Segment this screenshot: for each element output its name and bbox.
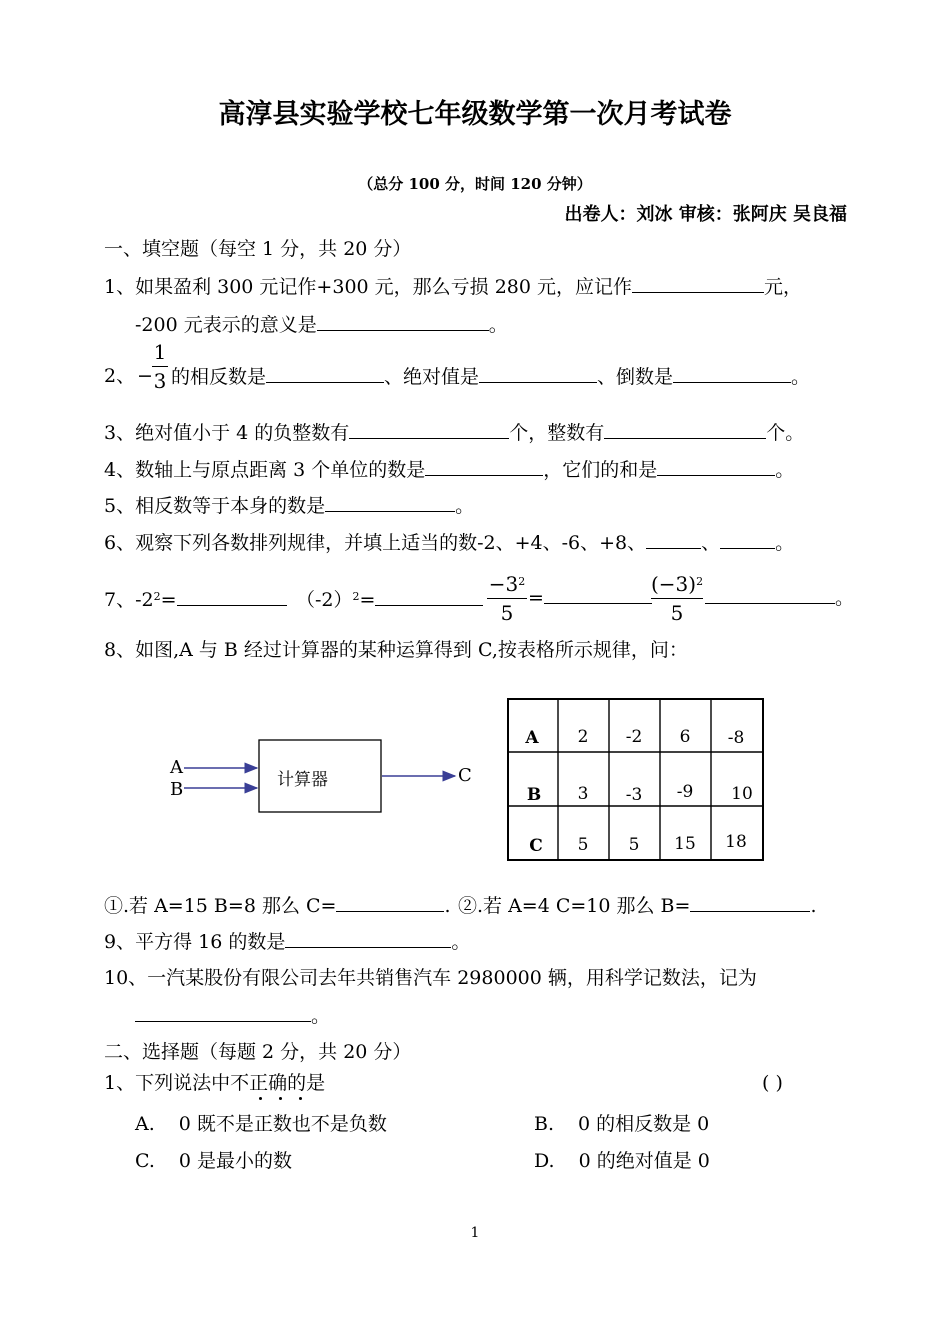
table-cell: 2 bbox=[577, 727, 589, 747]
answer-bracket[interactable]: ( ) bbox=[762, 1072, 783, 1094]
answer-blank[interactable] bbox=[604, 420, 766, 439]
page-number: 1 bbox=[470, 1225, 480, 1241]
table-row-label: C bbox=[529, 836, 543, 856]
question-8: 8、如图,A 与 B 经过计算器的某种运算得到 C,按表格所示规律，问： bbox=[104, 639, 688, 661]
answer-blank[interactable] bbox=[544, 585, 652, 604]
question-7-part2: $(-2)^2=$ bbox=[296, 585, 483, 612]
table-cell: -9 bbox=[676, 782, 694, 802]
option-d[interactable]: D. 0 的绝对值是 0 bbox=[534, 1150, 710, 1172]
answer-blank[interactable] bbox=[657, 457, 775, 476]
answer-blank[interactable] bbox=[177, 587, 287, 606]
question-2: 的相反数是 、绝对值是 、倒数是 。 bbox=[171, 366, 811, 388]
question-5: 5、相反数等于本身的数是 。 bbox=[104, 495, 475, 517]
input-b-label: B bbox=[170, 779, 184, 800]
fraction-neg3sq-over-5: $-3^2$ 5 bbox=[488, 572, 526, 625]
emphasis-dot bbox=[259, 1097, 262, 1100]
question-8-sub2: ②.若 A=4 C=10 那么 B= . bbox=[458, 895, 817, 917]
exam-authors: 出卷人：刘冰 审核：张阿庆 吴良福 bbox=[564, 204, 847, 225]
question-7-part4: 。 bbox=[705, 585, 854, 610]
answer-blank[interactable] bbox=[317, 312, 489, 331]
table-cell: 5 bbox=[577, 835, 589, 855]
answer-blank[interactable] bbox=[720, 530, 775, 549]
table-cell: 6 bbox=[679, 727, 691, 747]
minus-sign: − bbox=[137, 365, 153, 387]
question-7-part3: = bbox=[528, 585, 652, 610]
output-c-label: C bbox=[458, 765, 472, 786]
answer-blank[interactable] bbox=[325, 493, 455, 512]
emphasis-dot bbox=[279, 1097, 282, 1100]
question-3: 3、绝对值小于 4 的负整数有 个，整数有 个。 bbox=[104, 422, 805, 444]
option-c[interactable]: C. 0 是最小的数 bbox=[135, 1150, 293, 1172]
question-1-part2: -200 元表示的意义是 。 bbox=[135, 314, 508, 336]
table-row-label: B bbox=[526, 785, 542, 805]
answer-blank[interactable] bbox=[479, 364, 597, 383]
table-cell: -3 bbox=[625, 785, 643, 805]
answer-blank[interactable] bbox=[349, 420, 509, 439]
answer-blank[interactable] bbox=[336, 893, 444, 912]
question-7-part1: 7、$-2^2=$ bbox=[104, 585, 287, 612]
option-a[interactable]: A. 0 既不是正数也不是负数 bbox=[135, 1113, 387, 1135]
answer-blank[interactable] bbox=[425, 457, 543, 476]
answer-blank[interactable] bbox=[375, 587, 483, 606]
answer-blank[interactable] bbox=[646, 530, 701, 549]
table-cell: 5 bbox=[628, 835, 640, 855]
answer-blank[interactable] bbox=[135, 1003, 311, 1022]
table-cell: 3 bbox=[577, 784, 589, 804]
emphasis-dot bbox=[299, 1097, 302, 1100]
answer-blank[interactable] bbox=[266, 364, 384, 383]
option-b[interactable]: B. 0 的相反数是 0 bbox=[534, 1113, 710, 1135]
table-cell: -2 bbox=[625, 727, 643, 747]
choice-question-1-stem: 1、下列说法中不正确的是 bbox=[104, 1072, 326, 1094]
question-4: 4、数轴上与原点距离 3 个单位的数是 ，它们的和是 。 bbox=[104, 459, 795, 481]
fraction-one-third: 1 3 bbox=[153, 340, 167, 393]
calculator-label: 计算器 bbox=[277, 770, 328, 790]
answer-blank[interactable] bbox=[632, 274, 764, 293]
fraction-paren-neg3sq-over-5: $(-3)^2$ 5 bbox=[651, 572, 704, 625]
question-8-sub1: ①.若 A=15 B=8 那么 C= . bbox=[104, 895, 451, 917]
table-cell: -8 bbox=[727, 728, 745, 748]
table-cell: 10 bbox=[731, 784, 753, 804]
question-10-answer: 。 bbox=[135, 1003, 330, 1028]
question-6: 6、观察下列各数排列规律，并填上适当的数-2、+4、-6、+8、 、 。 bbox=[104, 532, 795, 554]
answer-blank[interactable] bbox=[673, 364, 791, 383]
answer-blank[interactable] bbox=[285, 929, 451, 948]
page-title: 高淳县实验学校七年级数学第一次月考试卷 bbox=[218, 99, 732, 130]
answer-blank[interactable] bbox=[690, 893, 810, 912]
question-10: 10、一汽某股份有限公司去年共销售汽车 2980000 辆，用科学记数法，记为 bbox=[104, 967, 757, 989]
section1-heading: 一、填空题（每空 1 分，共 20 分） bbox=[104, 238, 412, 260]
input-a-label: A bbox=[170, 757, 183, 778]
table-cell: 15 bbox=[674, 834, 696, 854]
answer-blank[interactable] bbox=[705, 585, 835, 604]
section2-heading: 二、选择题（每题 2 分，共 20 分） bbox=[104, 1041, 412, 1063]
question-9: 9、平方得 16 的数是 。 bbox=[104, 931, 471, 953]
question-2-number: 2、 bbox=[104, 365, 136, 387]
exam-subtitle: （总分 100 分，时间 120 分钟） bbox=[358, 175, 592, 193]
table-cell: 18 bbox=[725, 832, 747, 852]
question-1: 1、如果盈利 300 元记作+300 元，那么亏损 280 元，应记作 元， bbox=[104, 276, 803, 298]
table-row-label: A bbox=[525, 728, 539, 748]
